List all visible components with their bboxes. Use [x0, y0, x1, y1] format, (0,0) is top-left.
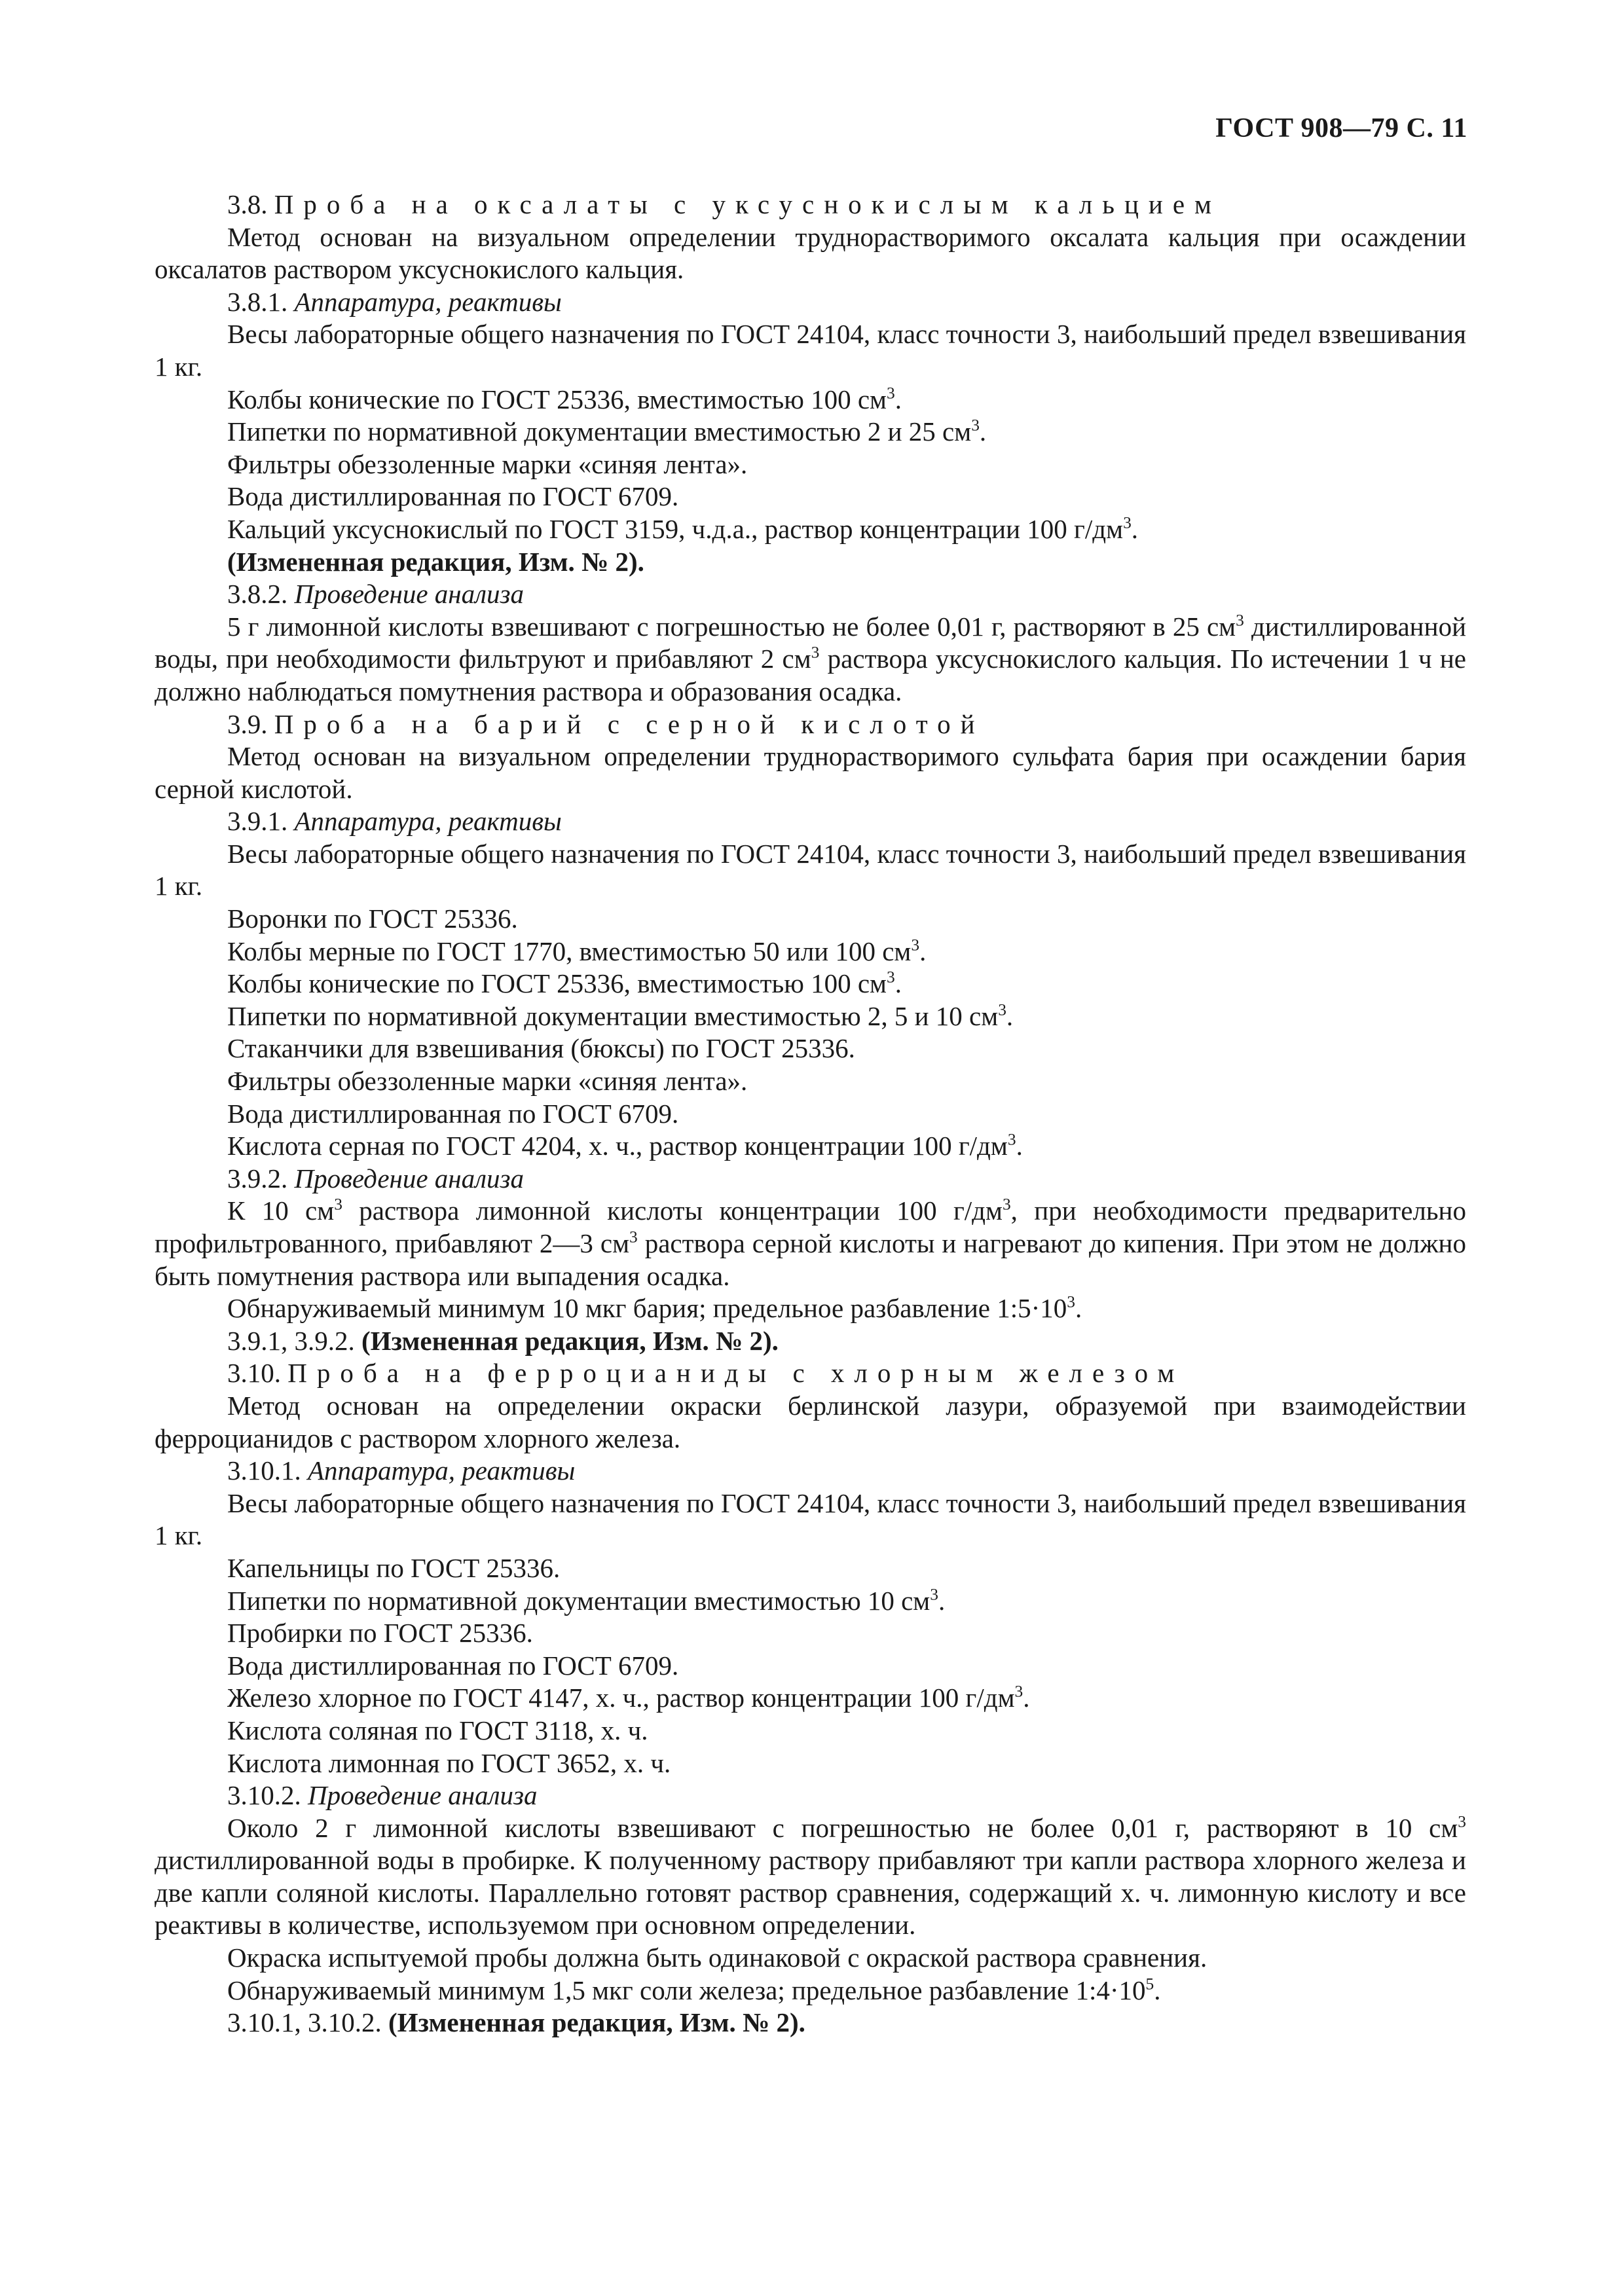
list-item: Вода дистиллированная по ГОСТ 6709. [227, 481, 679, 512]
list-item: Пипетки по нормативной документации вместимостью 2, 5 и 10 $см^3$. [227, 1000, 1014, 1031]
list-item: Весы лабораторные общего назначения по ГОСТ 24104, класс точности 3, наибольший предел взвешивания 1 кг. [155, 319, 1466, 382]
list-item: Кальций уксуснокислый по ГОСТ 3159, ч.д.а., раствор концентрации 100 $г/дм^3$. [227, 513, 1139, 544]
list-item: Кислота серная по ГОСТ 4204, х. ч., раствор концентрации 100 $г/дм^3$. [227, 1130, 1023, 1161]
subsection-3-10-1-heading: 3.10.1. Аппаратура, реактивы [227, 1455, 576, 1486]
list-item: Пипетки по нормативной документации вместимостью 10 $см^3$. [227, 1584, 946, 1616]
section-title: Проба на оксалаты с уксуснокислым кальцием [274, 189, 1221, 219]
section-3-9-heading: 3.9. Проба на барий с серной кислотой [227, 708, 985, 739]
amendment-note: 3.10.1, 3.10.2. (Измененная редакция, Изм. № 2). [227, 2007, 805, 2038]
document-body [155, 189, 1466, 2039]
list-item: Кислота лимонная по ГОСТ 3652, х. ч. [227, 1747, 671, 1778]
paragraph: Окраска испытуемой пробы должна быть одинаковой с окраской раствора сравнения. [227, 1942, 1207, 1973]
amendment-note: 3.9.1, 3.9.2. (Измененная редакция, Изм. № 2). [227, 1325, 779, 1356]
paragraph: Метод основан на определении окраски берлинской лазури, образуемой при взаимодействии ферроцианидов с раствором хлорного железа. [155, 1390, 1466, 1453]
list-item: Фильтры обеззоленные марки «синяя лента». [227, 448, 748, 479]
section-title: Проба на барий с серной кислотой [274, 708, 985, 739]
list-item: Кислота соляная по ГОСТ 3118, х. ч. [227, 1715, 648, 1745]
page-header: ГОСТ 908—79 С. 11 [1215, 113, 1467, 143]
list-item: Вода дистиллированная по ГОСТ 6709. [227, 1098, 679, 1129]
subsection-3-9-1-heading: 3.9.1. Аппаратура, реактивы [227, 806, 562, 837]
list-item: Пробирки по ГОСТ 25336. [227, 1618, 533, 1649]
paragraph: Обнаруживаемый минимум 10 мкг бария; предельное разбавление $1:5\cdot 10^3$. [227, 1292, 1082, 1324]
paragraph: 5 г лимонной кислоты взвешивают с погрешностью не более 0,01 г, растворяют в 25 $см^3$ дистиллированной воды, при необходимости фильтруют и прибавляют 2 $см^3$ раствора уксуснокислого кальция. По истечении 1 ч не должно наблюдаться помутнения раствора и образования осадка. [155, 610, 1467, 706]
list-item: Пипетки по нормативной документации вместимостью 2 и 25 $см^3$. [227, 416, 987, 447]
paragraph: Около 2 г лимонной кислоты взвешивают с погрешностью не более 0,01 г, растворяют в 10 $см^3$ дистиллированной воды в пробирке. К полученному раствору прибавляют три капли раствора хлорного железа и две капли соляной кислоты. Параллельно готовят раствор сравнения, содержащий х. ч. лимонную кислоту и все реактивы в количестве, используемом при основном определении. [155, 1812, 1466, 1941]
paragraph: К 10 $см^3$ раствора лимонной кислоты концентрации 100 $г/дм^3$, при необходимости предварительно профильтрованного, прибавляют 2—3 $см^3$ раствора серной кислоты и нагревают до кипения. При этом не должно быть помутнения раствора или выпадения осадка. [155, 1195, 1466, 1291]
list-item: Весы лабораторные общего назначения по ГОСТ 24104, класс точности 3, наибольший предел взвешивания 1 кг. [155, 838, 1466, 902]
subsection-3-10-2-heading: 3.10.2. Проведение анализа [227, 1780, 538, 1811]
list-item: Колбы конические по ГОСТ 25336, вместимостью 100 $см^3$. [227, 968, 902, 999]
list-item: Железо хлорное по ГОСТ 4147, х. ч., раствор концентрации 100 $г/дм^3$. [227, 1682, 1030, 1713]
section-3-8-heading: 3.8. Проба на оксалаты с уксуснокислым кальцием [227, 189, 1221, 219]
list-item: Капельницы по ГОСТ 25336. [227, 1552, 561, 1583]
paragraph: Метод основан на визуальном определении труднорастворимого оксалата кальция при осаждении оксалатов раствором уксуснокислого кальция. [155, 221, 1466, 285]
subsection-3-8-1-heading: 3.8.1. Аппаратура, реактивы [227, 286, 562, 317]
list-item: Колбы мерные по ГОСТ 1770, вместимостью 50 или 100 $см^3$. [227, 935, 927, 966]
paragraph: Обнаруживаемый минимум 1,5 мкг соли железа; предельное разбавление $1:4\cdot 10^5$. [227, 1974, 1161, 2005]
list-item: Весы лабораторные общего назначения по ГОСТ 24104, класс точности 3, наибольший предел взвешивания 1 кг. [155, 1487, 1466, 1551]
paragraph: Метод основан на визуальном определении труднорастворимого сульфата бария при осаждении бария серной кислотой. [155, 741, 1466, 804]
subsection-3-8-2-heading: 3.8.2. Проведение анализа [227, 579, 525, 610]
subsection-3-9-2-heading: 3.9.2. Проведение анализа [227, 1163, 525, 1194]
list-item: Стаканчики для взвешивания (бюксы) по ГОСТ 25336. [227, 1033, 855, 1064]
amendment-note: (Измененная редакция, Изм. № 2). [227, 546, 644, 577]
section-3-10-heading: 3.10. Проба на ферроцианиды с хлорным железом [227, 1358, 1185, 1389]
list-item: Вода дистиллированная по ГОСТ 6709. [227, 1650, 679, 1681]
section-title: Проба на ферроцианиды с хлорным железом [287, 1358, 1185, 1389]
list-item: Воронки по ГОСТ 25336. [227, 903, 518, 934]
list-item: Колбы конические по ГОСТ 25336, вместимостью 100 $см^3$. [227, 383, 902, 414]
list-item: Фильтры обеззоленные марки «синяя лента». [227, 1066, 748, 1097]
